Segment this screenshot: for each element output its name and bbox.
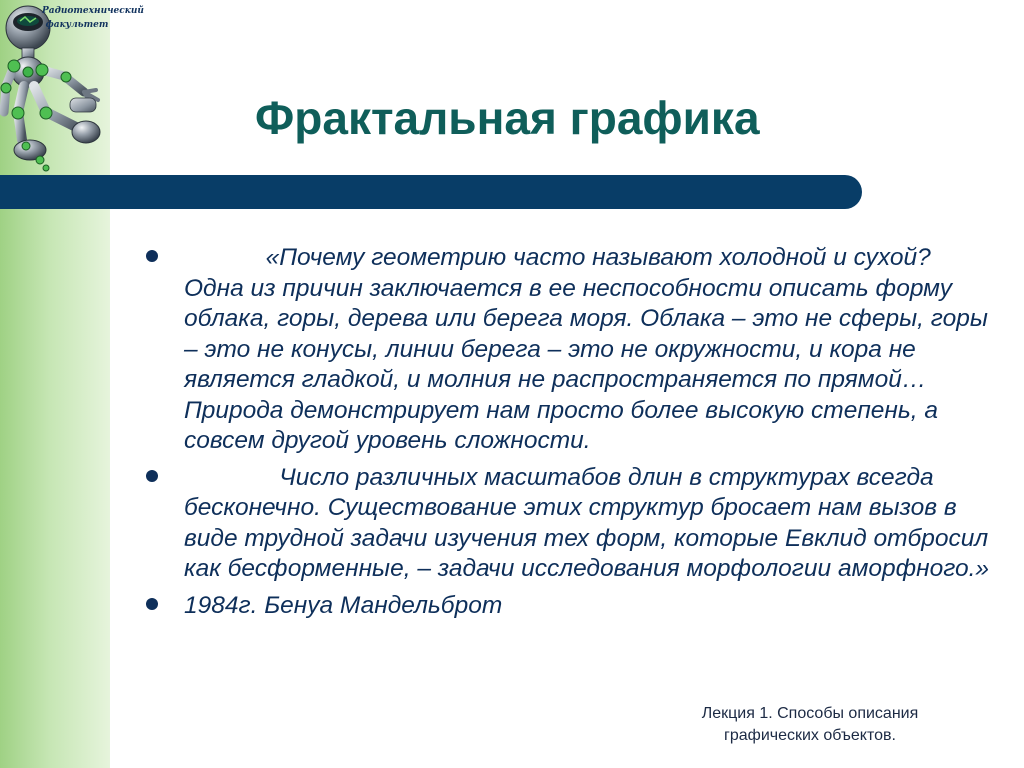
bullet-text: 1984г. Бенуа Мандельброт xyxy=(184,591,503,619)
bullet-dot-icon xyxy=(146,470,158,482)
footer-line2: графических объектов. xyxy=(724,727,896,744)
bullet-item-quote-part2 xyxy=(140,463,990,585)
faculty-name-line2: факультет xyxy=(45,20,109,30)
bullet-item-quote-part1 xyxy=(140,243,990,457)
faculty-name-line1: Радиотехнический xyxy=(42,6,144,16)
slide-title: Фрактальная графика xyxy=(255,92,760,144)
slide-footer xyxy=(640,703,980,747)
bullet-dot-icon xyxy=(146,250,158,262)
bullet-list xyxy=(140,243,990,621)
bullet-text: «Почему геометрию часто называют холодной и сухой? Одна из причин заключается в ее неспособности описать форму облака, горы, дерева или берега моря. Облака – это не сферы, горы – это не конусы, линии берега – это не окружности, и кора не является гладкой, и молния не распространяется по прямой… Природа демонстрирует нам просто более высокую степень, а совсем другой уровень сложности. xyxy=(184,244,988,454)
footer-line1: Лекция 1. Способы описания xyxy=(701,705,919,722)
faculty-logo xyxy=(0,0,144,178)
faculty-name xyxy=(42,4,144,32)
bullet-text: Число различных масштабов длин в структурах всегда бесконечно. Существование этих структур бросает нам вызов в виде трудной задачи изучения тех форм, которые Евклид отбросил как бесформенные, – задачи исследования морфологии аморфного.» xyxy=(184,463,990,582)
bullet-dot-icon xyxy=(146,598,158,610)
title-underline-bar xyxy=(0,175,862,209)
bullet-item-author xyxy=(140,591,990,622)
